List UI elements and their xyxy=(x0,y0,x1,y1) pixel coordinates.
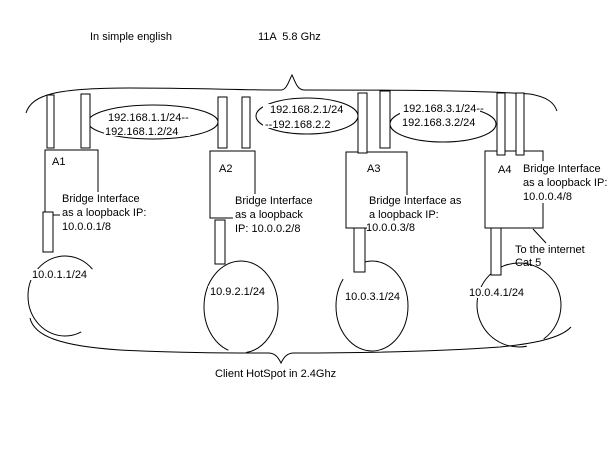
hotspot-circles xyxy=(28,256,561,353)
bridge-note-line: Bridge Interface xyxy=(523,163,601,175)
header-band-label: 11A 5.8 Ghz xyxy=(258,31,321,43)
ethernet-port xyxy=(215,220,225,264)
link-ip-line: 192.168.2.1/24 xyxy=(270,104,344,116)
link-ip-line: --192.168.2.2 xyxy=(265,119,331,131)
link-ip-line: 192.168.1.1/24-- xyxy=(108,112,189,124)
footer-label: Client HotSpot in 2.4Ghz xyxy=(215,368,337,380)
hotspot-ip-label: 10.0.3.1/24 xyxy=(345,291,401,303)
bridge-note-line: a loopback IP: xyxy=(369,209,439,221)
ethernet-port xyxy=(491,228,501,275)
device-a4 xyxy=(467,93,607,299)
ethernet-port xyxy=(43,212,53,252)
device-label: A4 xyxy=(498,164,512,176)
bridge-note-line: as a loopback IP: xyxy=(523,177,608,189)
device-label: A2 xyxy=(219,163,233,175)
ethernet-port xyxy=(354,228,365,272)
bridge-note-line: as a loopback IP: xyxy=(62,207,147,219)
antenna-icon xyxy=(47,95,54,148)
antenna-icon xyxy=(358,93,367,153)
link-ip-line: 192.168.1.2/24 xyxy=(105,126,179,138)
hotspot-ip-label: 10.9.2.1/24 xyxy=(210,286,266,298)
bridge-note-line: 10.0.0.4/8 xyxy=(523,191,572,203)
bridge-note-line: Bridge Interface xyxy=(235,195,313,207)
internet-note-line: Cat 5 xyxy=(515,257,542,269)
hotspot-circle-a1 xyxy=(28,256,102,336)
internet-note-line: To the internet xyxy=(515,244,585,256)
hotspot-ip-label: 10.0.1.1/24 xyxy=(32,269,88,281)
hotspot-circle-a2 xyxy=(204,261,278,353)
device-label: A1 xyxy=(52,156,66,168)
bridge-note-line: Bridge Interface as xyxy=(369,195,462,207)
link-ip-line: 192.168.3.2/24 xyxy=(402,117,476,129)
link-ip-line: 192.168.3.1/24-- xyxy=(403,103,484,115)
bridge-note-line: as a loopback xyxy=(235,209,303,221)
wireless-link-labels xyxy=(104,103,484,138)
bridge-note-line: 10.0.0.3/8 xyxy=(366,222,415,234)
bottom-brace xyxy=(30,318,571,363)
antenna-icon xyxy=(380,91,390,148)
antenna-icon xyxy=(81,94,90,148)
hotspot-circle-a3 xyxy=(336,261,408,351)
antenna-icon xyxy=(497,93,505,155)
bridge-note-line: Bridge Interface xyxy=(62,193,140,205)
device-label: A3 xyxy=(367,163,381,175)
hotspot-circle-a4 xyxy=(477,263,561,347)
antenna-icon xyxy=(218,97,227,148)
antenna-icon xyxy=(516,93,524,155)
antenna-icon xyxy=(242,97,250,148)
bridge-note-line: 10.0.0.1/8 xyxy=(62,221,111,233)
hotspot-ip-label: 10.0.4.1/24 xyxy=(469,287,525,299)
internet-pointer-line xyxy=(533,229,546,243)
bridge-note-line: IP: 10.0.0.2/8 xyxy=(235,223,301,235)
header-note: In simple english xyxy=(90,31,172,43)
